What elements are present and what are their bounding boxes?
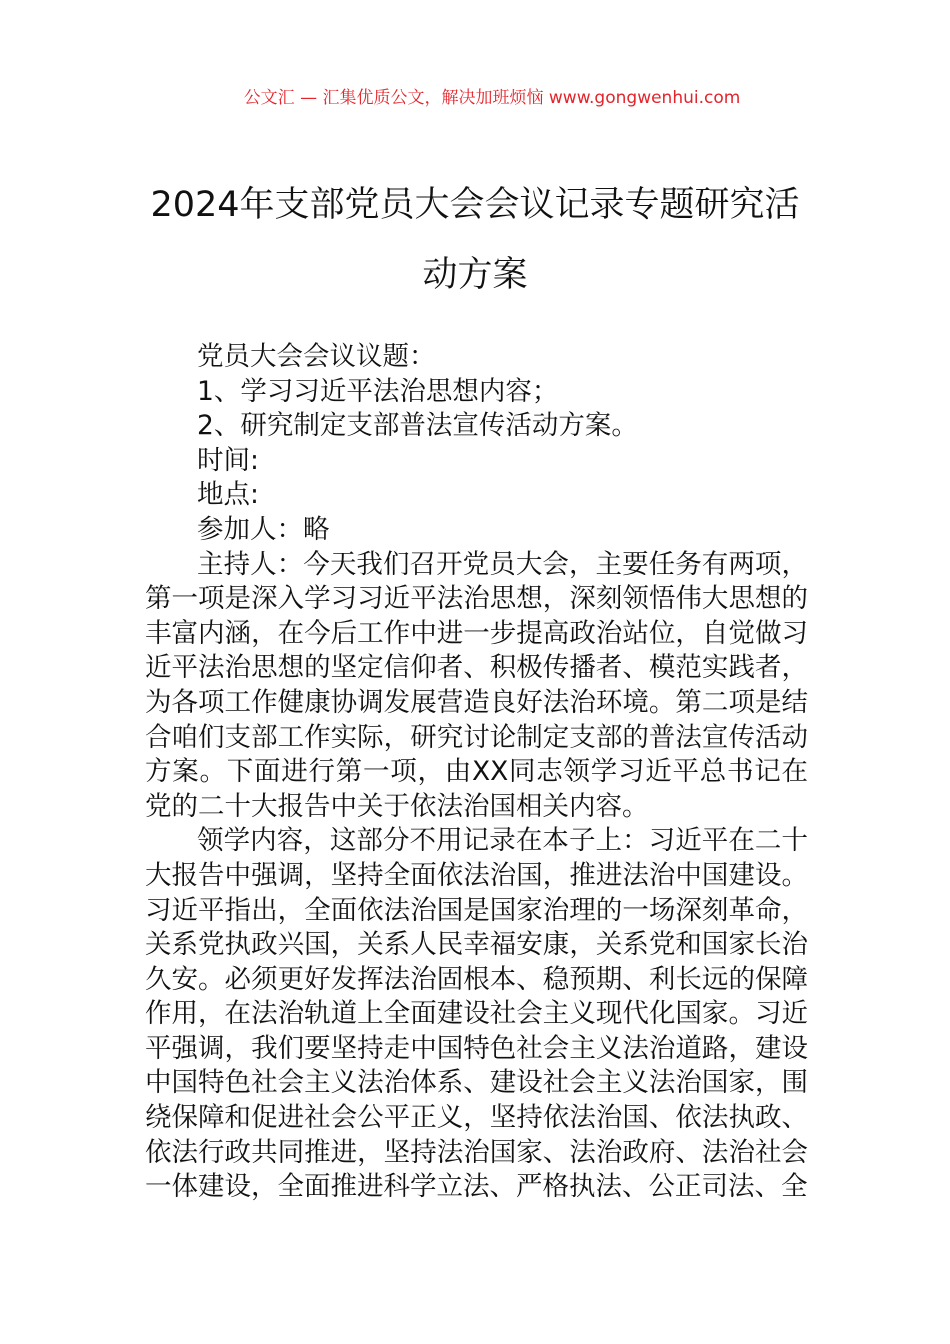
title-line-1: 2024年支部党员大会会议记录专题研究活 [150,185,800,225]
paragraph-host-remarks: 主持人：今天我们召开党员大会，主要任务有两项，第一项是深入学习习近平法治思想，深刻领悟伟大思想的丰富内涵，在今后工作中进一步提高政治站位，自觉做习近平法治思想的坚定信仰者、积极传播者、模范实践者，为各项工作健康协调发展营造良好法治环境。第二项是结合咱们支部工作实际，研究讨论制定支部的普法宣传活动方案。下面进行第一项，由XX同志领学习近平总书记在党的二十大报告中关于依法治国相关内容。 [145,548,808,822]
time-label: 时间: [197,444,259,476]
agenda-item-2: 2、研究制定支部普法宣传活动方案。 [197,410,638,442]
document-title [140,170,810,310]
location-label: 地点: [197,479,259,511]
header-banner: 公文汇 — 汇集优质公文，解决加班烦恼 www.gongwenhui.com [243,88,741,108]
title-line-2: 动方案 [422,255,528,295]
agenda-heading: 党员大会会议议题： [197,341,436,372]
document-body [145,340,808,1205]
participants: 参加人：略 [197,513,330,545]
agenda-item-1: 1、学习习近平法治思想内容； [197,375,559,407]
paragraph-study-content: 领学内容，这部分不用记录在本子上：习近平在二十大报告中强调，坚持全面依法治国，推进法治中国建设。习近平指出，全面依法治国是国家治理的一场深刻革命，关系党执政兴国，关系人民幸福安康，关系党和国家长治久安。必须更好发挥法治固根本、稳预期、利长远的保障作用，在法治轨道上全面建设社会主义现代化国家。习近平强调，我们要坚持走中国特色社会主义法治道路，建设中国特色社会主义法治体系、建设社会主义法治国家，围绕保障和促进社会公平正义，坚持依法治国、依法执政、依法行政共同推进，坚持法治国家、法治政府、法治社会一体建设，全面推进科学立法、严格执法、公正司法、全 [145,825,808,1203]
